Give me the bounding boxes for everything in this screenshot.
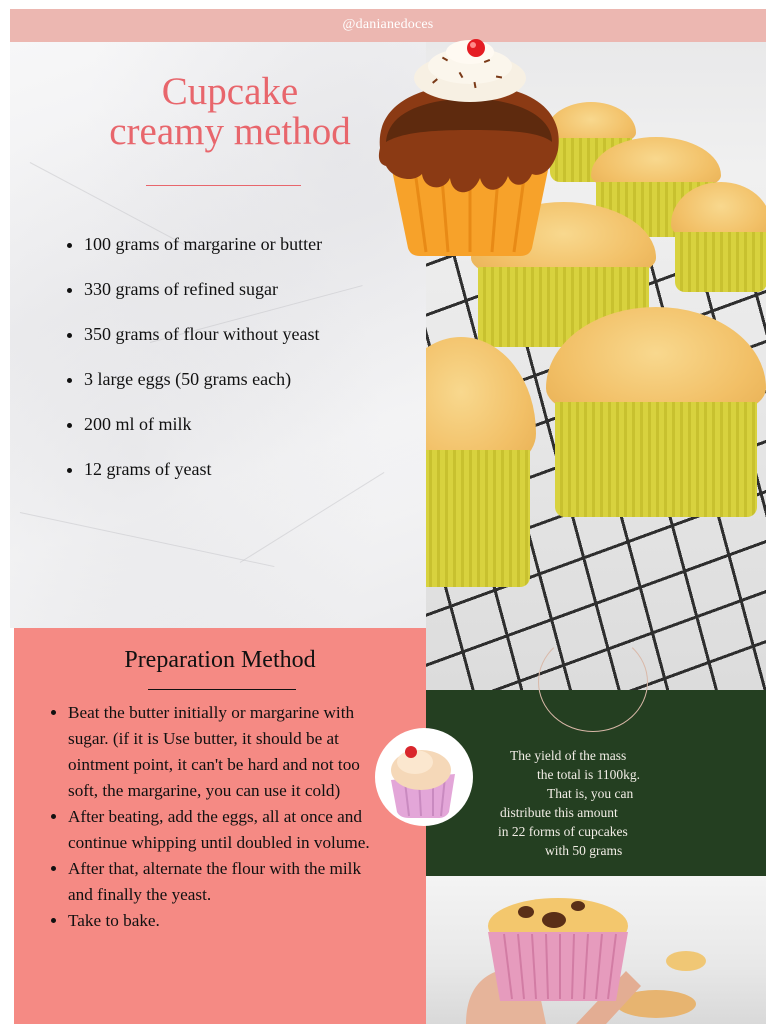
yield-line: in 22 forms of cupcakes (498, 824, 628, 839)
yield-line: distribute this amount (500, 805, 618, 820)
chocolate-cupcake-icon (372, 38, 568, 258)
ingredient-item: • 100 grams of margarine or butter (84, 222, 374, 267)
preparation-panel (14, 628, 426, 1024)
hand-cupcake-illustration (426, 876, 766, 1024)
ingredient-item: • 3 large eggs (50 grams each) (84, 357, 374, 402)
preparation-step: • After beating, add the eggs, all at once and continue whipping until doubled in volume. (68, 804, 388, 856)
preparation-steps (46, 700, 388, 934)
ingredient-item: • 12 grams of yeast (84, 447, 374, 492)
preparation-step: • Take to bake. (68, 908, 388, 934)
pink-cupcake-icon (375, 728, 473, 826)
cupcake-hand-photo (426, 876, 766, 1024)
ingredient-item: • 200 ml of milk (84, 402, 374, 447)
recipe-title-line2: creamy method (109, 110, 351, 153)
preparation-step: • After that, alternate the flour with the milk and finally the yeast. (68, 856, 388, 908)
recipe-title (70, 72, 390, 152)
ingredient-item: • 330 grams of refined sugar (84, 267, 374, 312)
preparation-step: • Beat the butter initially or margarine with sugar. (if it is Use butter, it should be at ointment point, it can't be hard and not too soft, the margarine, you can use it cold) (68, 700, 388, 804)
ingredient-item: • 350 grams of flour without yeast (84, 312, 374, 357)
yield-line: The yield of the mass (510, 748, 627, 763)
yield-text (426, 746, 766, 860)
recipe-title-line1: Cupcake (161, 70, 299, 113)
author-handle: @danianedoces (342, 17, 434, 32)
decorative-arc (538, 632, 648, 732)
preparation-title: Preparation Method (124, 647, 316, 673)
yield-line: That is, you can (547, 786, 634, 801)
yield-line: the total is 1100kg. (537, 767, 640, 782)
yield-line: with 50 grams (545, 843, 623, 858)
yield-panel (426, 690, 766, 876)
preparation-divider (148, 689, 296, 690)
title-divider (146, 185, 301, 186)
ingredients-list (62, 222, 374, 492)
ingredients-panel (10, 42, 426, 628)
